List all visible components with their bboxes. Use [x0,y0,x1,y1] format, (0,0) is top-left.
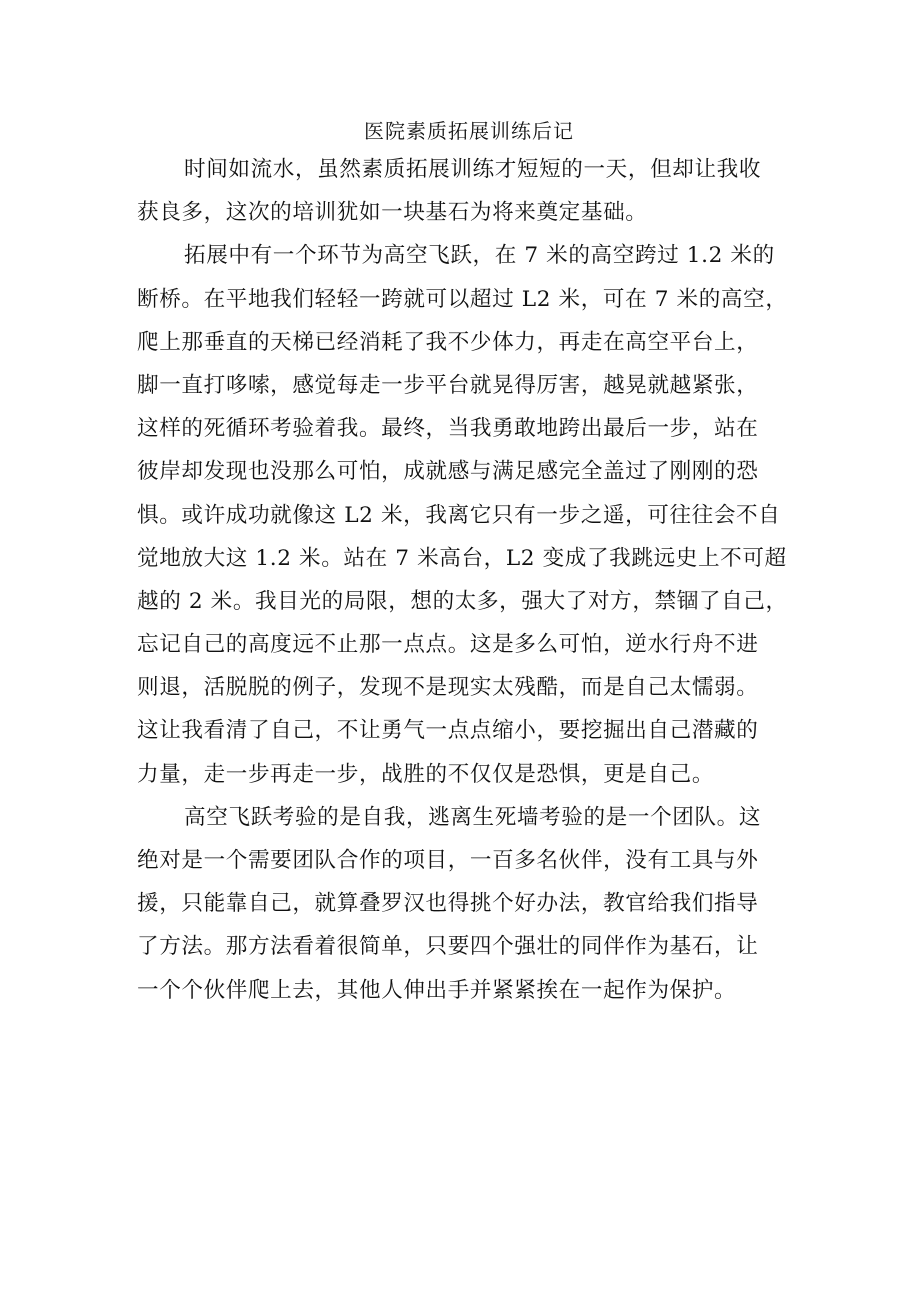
text-line: 忘记自己的高度远不止那一点点。这是多么可怕，逆水行舟不进 [137,632,759,658]
text-line: 拓展中有一个环节为高空飞跃，在 7 米的高空跨过 1.2 米的 [184,243,775,269]
text-line: 这让我看清了自己，不让勇气一点点缩小，要挖掘出自己潜藏的 [137,718,759,744]
text-line: 彼岸却发现也没那么可怕，成就感与满足感完全盖过了刚刚的恐 [137,459,759,485]
paragraph-3 [137,796,797,1012]
text-line: 一个个伙伴爬上去，其他人伸出手并紧紧挨在一起作为保护。 [137,977,737,1003]
text-line: 绝对是一个需要团队合作的项目，一百多名伙伴，没有工具与外 [137,848,759,873]
text-line: 这样的死循环考验着我。最终，当我勇敢地跨出最后一步，站在 [137,416,759,442]
text-line: 高空飞跃考验的是自我，逃离生死墙考验的是一个团队。这 [184,804,762,830]
text-line: 越的 2 米。我目光的局限，想的太多，强大了对方，禁锢了自己， [137,588,788,614]
document-page [137,114,797,1012]
text-line: 了方法。那方法看着很简单，只要四个强壮的同伴作为基石，让 [137,934,759,960]
text-line: 时间如流水，虽然素质拓展训练才短短的一天，但却让我收 [184,157,762,182]
paragraph-1 [137,148,797,234]
text-line: 援，只能靠自己，就算叠罗汉也得挑个好办法，教官给我们指导 [137,891,759,917]
text-line: 爬上那垂直的天梯已经消耗了我不少体力，再走在高空平台上， [137,329,759,355]
text-line: 断桥。在平地我们轻轻一跨就可以超过 L2 米，可在 7 米的高空， [137,286,788,312]
text-line: 惧。或许成功就像这 L2 米，我离它只有一步之遥，可往往会不自 [137,502,781,528]
text-line: 则退，活脱脱的例子，发现不是现实太残酷，而是自己太懦弱。 [137,675,759,701]
document-title: 医院素质拓展训练后记 [364,119,574,143]
text-line: 获良多，这次的培训犹如一块基石为将来奠定基础。 [137,200,648,226]
text-line: 力量，走一步再走一步，战胜的不仅仅是恐惧，更是自己。 [137,761,715,787]
text-line: 觉地放大这 1.2 米。站在 7 米高台，L2 变成了我跳远史上不可超 [137,545,787,571]
text-line: 脚一直打哆嗦，感觉每走一步平台就晃得厉害，越晃就越紧张， [137,372,759,398]
paragraph-2 [137,234,797,795]
